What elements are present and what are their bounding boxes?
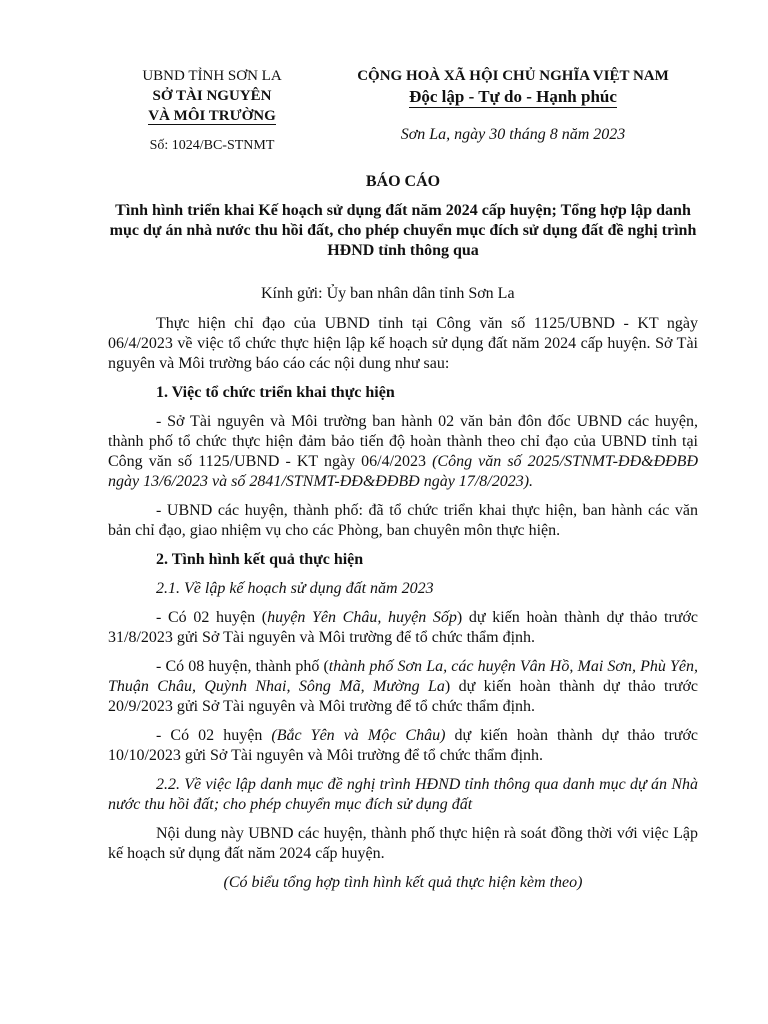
issuing-agency-block (112, 66, 312, 156)
district-group-item-3: - Có 02 huyện (Bắc Yên và Mộc Châu) dự kiến hoàn thành dự thảo trước 10/10/2023 gửi Sở Tài nguyên và Môi trường để tổ chức thẩm định. (108, 727, 699, 764)
report-subject: Tình hình triển khai Kế hoạch sử dụng đất năm 2024 cấp huyện; Tổng hợp lập danh mục dự án nhà nước thu hồi đất, cho phép chuyển mục đích sử dụng đất đề nghị trình HĐND tỉnh thông qua (109, 202, 697, 259)
nation-name: CỘNG HOÀ XÃ HỘI CHỦ NGHĨA VIỆT NAM (357, 68, 669, 84)
recipient-line: Kính gửi: Ủy ban nhân dân tỉnh Sơn La (261, 285, 515, 302)
department-name-line1: SỞ TÀI NGUYÊN (152, 88, 272, 104)
section2-heading: 2. Tình hình kết quả thực hiện (156, 551, 364, 568)
department-name-line2: VÀ MÔI TRƯỜNG (148, 108, 276, 124)
document-type: BÁO CÁO (365, 173, 441, 190)
agency-name: UBND TỈNH SƠN LA (142, 68, 282, 84)
national-header-block (328, 66, 698, 144)
attachment-note: (Có biểu tổng hợp tình hình kết quả thực hiện kèm theo) (223, 874, 583, 891)
national-motto: Độc lập - Tự do - Hạnh phúc (409, 87, 617, 106)
subsection-2-1-heading: 2.1. Về lập kế hoạch sử dụng đất năm 2023 (156, 580, 434, 597)
place-and-date: Sơn La, ngày 30 tháng 8 năm 2023 (400, 126, 626, 143)
section1-paragraph2: - UBND các huyện, thành phố: đã tổ chức triển khai thực hiện, ban hành các văn bản chỉ đạo, giao nhiệm vụ cho các Phòng, ban chuyên môn thực hiện. (108, 502, 698, 539)
intro-paragraph: Thực hiện chỉ đạo của UBND tỉnh tại Công văn số 1125/UBND - KT ngày 06/4/2023 về việc tổ chức thực hiện lập kế hoạch sử dụng đất năm 2024 cấp huyện. Sở Tài nguyên và Môi trường báo cáo các nội dung như sau: (108, 315, 698, 372)
district-group-item-1: - Có 02 huyện (huyện Yên Châu, huyện Sốp) dự kiến hoàn thành dự thảo trước 31/8/2023 gửi Sở Tài nguyên và Môi trường để tổ chức thẩm định. (108, 609, 699, 646)
subsection-2-2-heading: 2.2. Về việc lập danh mục đề nghị trình HĐND tỉnh thông qua danh mục dự án Nhà nước thu hồi đất; cho phép chuyển mục đích sử dụng đất (108, 776, 698, 813)
section1-paragraph1: - Sở Tài nguyên và Môi trường ban hành 02 văn bản đôn đốc UBND các huyện, thành phố tổ chức thực hiện đảm bảo tiến độ hoàn thành theo chỉ đạo của UBND tỉnh tại Công văn số 1125/UBND - KT ngày 06/4/2023 (Công văn số 2025/STNMT-ĐĐ&ĐĐBĐ ngày 13/6/2023 và số 2841/STNMT-ĐĐ&ĐĐBĐ ngày 17/8/2023). (108, 413, 699, 490)
review-paragraph: Nội dung này UBND các huyện, thành phố thực hiện rà soát đồng thời với việc Lập kế hoạch sử dụng đất năm 2024 cấp huyện. (108, 825, 698, 862)
document-number: Số: 1024/BC-STNMT (149, 138, 275, 153)
district-group-item-2: - Có 08 huyện, thành phố (thành phố Sơn La, các huyện Vân Hồ, Mai Sơn, Phù Yên, Thuận Châu, Quỳnh Nhai, Sông Mã, Mường La) dự kiến hoàn thành dự thảo trước 20/9/2023 gửi Sở Tài nguyên và Môi trường để tổ chức thẩm định. (108, 658, 699, 715)
report-body (108, 284, 698, 902)
report-title-block (108, 172, 698, 261)
section1-heading: 1. Việc tổ chức triển khai thực hiện (156, 384, 395, 401)
